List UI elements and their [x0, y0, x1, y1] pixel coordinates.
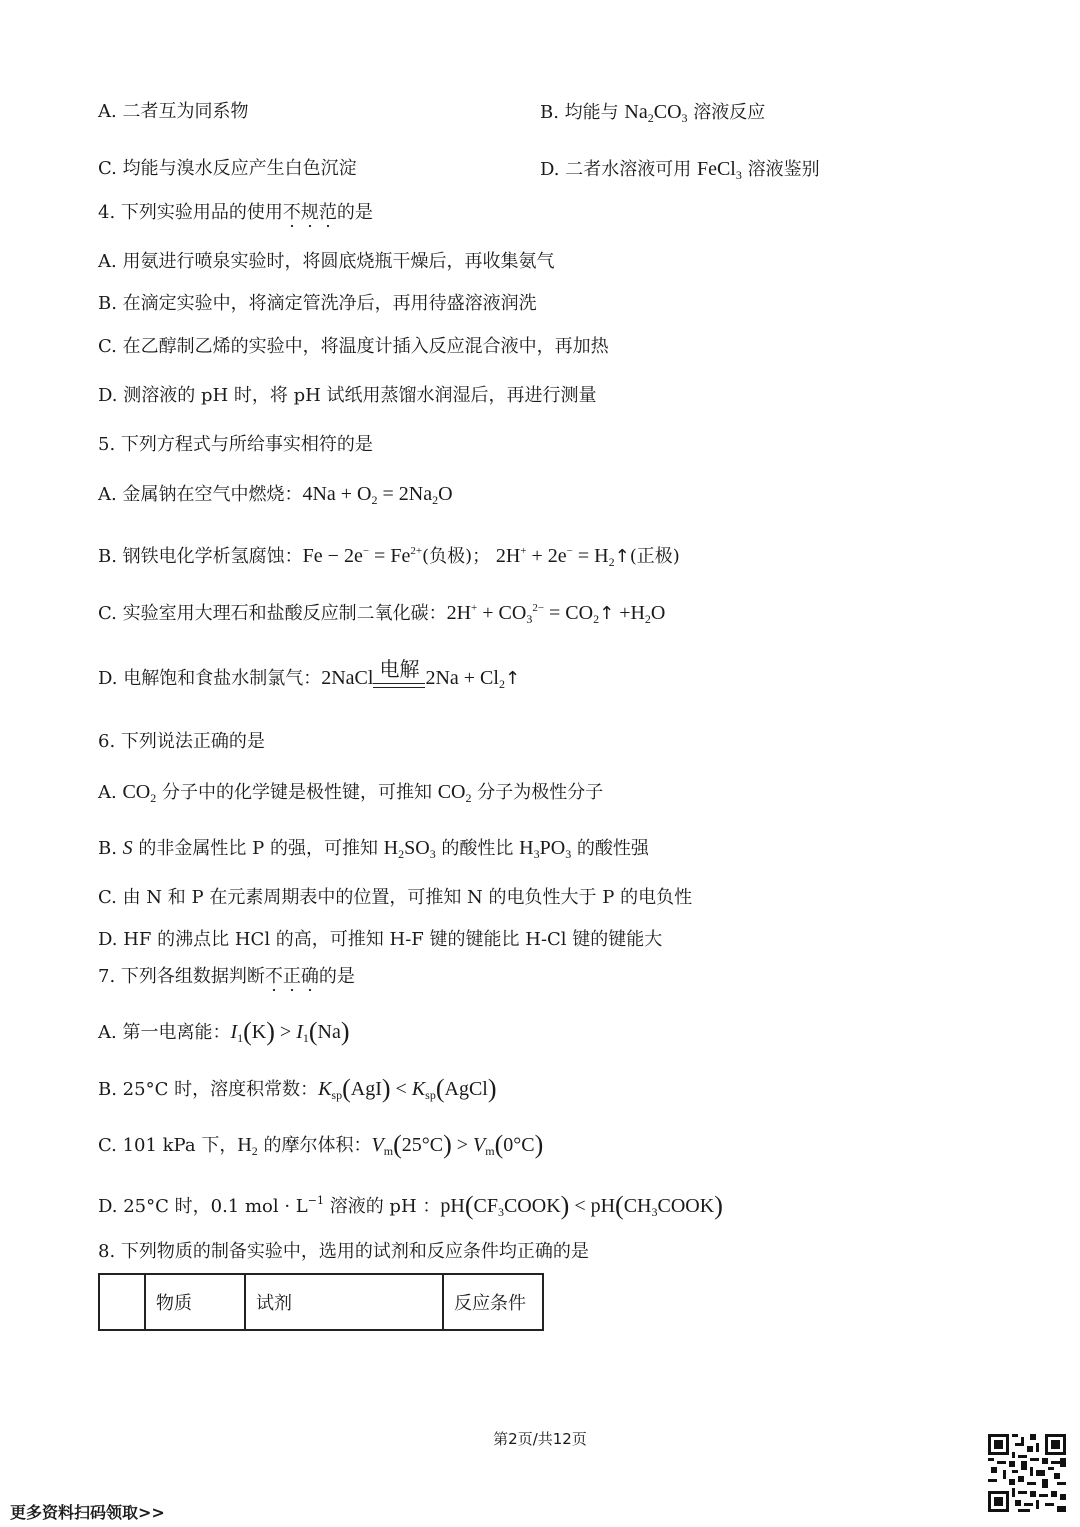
q7-option-c: C. 101 kPa 下，$H_2$ 的摩尔体积：$V_m(25^\circ C) > V_m(0^\circ C)$	[98, 1130, 544, 1159]
q5-option-b: B. 钢铁电化学析氢腐蚀：$Fe - 2e^- = Fe^{2+}$(负极)； $2H^+ + 2e^- = H_2↑$(正极)	[98, 545, 680, 569]
q4-option-b: B. 在滴定实验中，将滴定管洗净后，再用待盛溶液润洗	[98, 293, 537, 314]
q8-table	[98, 1273, 544, 1331]
emphasis-marks: 不正确	[265, 966, 319, 993]
q4-option-c: C. 在乙醇制乙烯的实验中，将温度计插入反应混合液中，再加热	[98, 336, 609, 357]
q8-stem: 8. 下列物质的制备实验中，选用的试剂和反应条件均正确的是	[98, 1241, 589, 1262]
q7-option-d: D. 25°C 时，0.1 mol · $L^{-1}$ 溶液的 pH ：$pH(CF_3COOK)$ < $pH(CH_3COOK)$	[98, 1191, 723, 1220]
q7-option-b: B. 25°C 时，溶度积常数：$K_{sp}(AgI)$ < $K_{sp}(AgCl)$	[98, 1074, 497, 1103]
q6-stem: 6. 下列说法正确的是	[98, 731, 265, 752]
more-resources-link[interactable]: 更多资料扫码领取>>	[10, 1503, 165, 1522]
q5-option-c: C. 实验室用大理石和盐酸反应制二氧化碳：$2H^+ + CO_3^{2-}$ = $CO_2↑ +H_2O$	[98, 602, 666, 626]
q3-option-c: C. 均能与溴水反应产生白色沉淀	[98, 158, 357, 179]
q7-option-a: A. 第一电离能：$I_1(K) > I_1(Na)$	[98, 1017, 350, 1046]
table-row	[99, 1274, 543, 1330]
q3-option-a: A. 二者互为同系物	[98, 101, 249, 122]
table-header-cell: 反应条件	[443, 1274, 543, 1330]
q6-option-d: D. HF 的沸点比 HCl 的高，可推知 H-F 键的键能比 H-Cl 键的键能大	[98, 929, 663, 950]
q6-option-b: B. S 的非金属性比 P 的强，可推知 $H_2SO_3$ 的酸性比 $H_3PO_3$ 的酸性强	[98, 837, 649, 861]
q5-stem: 5. 下列方程式与所给事实相符的是	[98, 434, 373, 455]
table-header-cell: 物质	[145, 1274, 245, 1330]
q3-option-b: B. 均能与 $Na_2CO_3$ 溶液反应	[540, 101, 766, 125]
page-number: 第2页/共12页	[493, 1430, 587, 1448]
emphasis-marks: 不规范	[283, 202, 337, 229]
q4-stem: 4. 下列实验用品的使用不规范的是	[98, 201, 373, 225]
table-header-cell: 试剂	[245, 1274, 443, 1330]
q4-option-d: D. 测溶液的 pH 时，将 pH 试纸用蒸馏水润湿后，再进行测量	[98, 385, 597, 406]
electrolysis-condition: 电解	[373, 683, 425, 696]
q5-option-a: A. 金属钠在空气中燃烧：$4Na + O_2 = 2Na_2O$	[98, 483, 453, 507]
q4-option-a: A. 用氨进行喷泉实验时，将圆底烧瓶干燥后，再收集氨气	[98, 251, 555, 272]
table-header-cell	[99, 1274, 145, 1330]
q6-option-a: A. $CO_2$ 分子中的化学键是极性键，可推知 $CO_2$ 分子为极性分子	[98, 781, 604, 805]
q6-option-c: C. 由 N 和 P 在元素周期表中的位置，可推知 N 的电负性大于 P 的电负性	[98, 887, 693, 908]
q5-option-d: D. 电解饱和食盐水制氯气：2NaCl 电解 $2Na + Cl_2↑$	[98, 666, 520, 696]
qr-code-icon[interactable]	[988, 1434, 1066, 1512]
q7-stem: 7. 下列各组数据判断不正确的是	[98, 965, 355, 989]
q3-option-d: D. 二者水溶液可用 FeCl$_3$ 溶液鉴别	[540, 158, 820, 182]
